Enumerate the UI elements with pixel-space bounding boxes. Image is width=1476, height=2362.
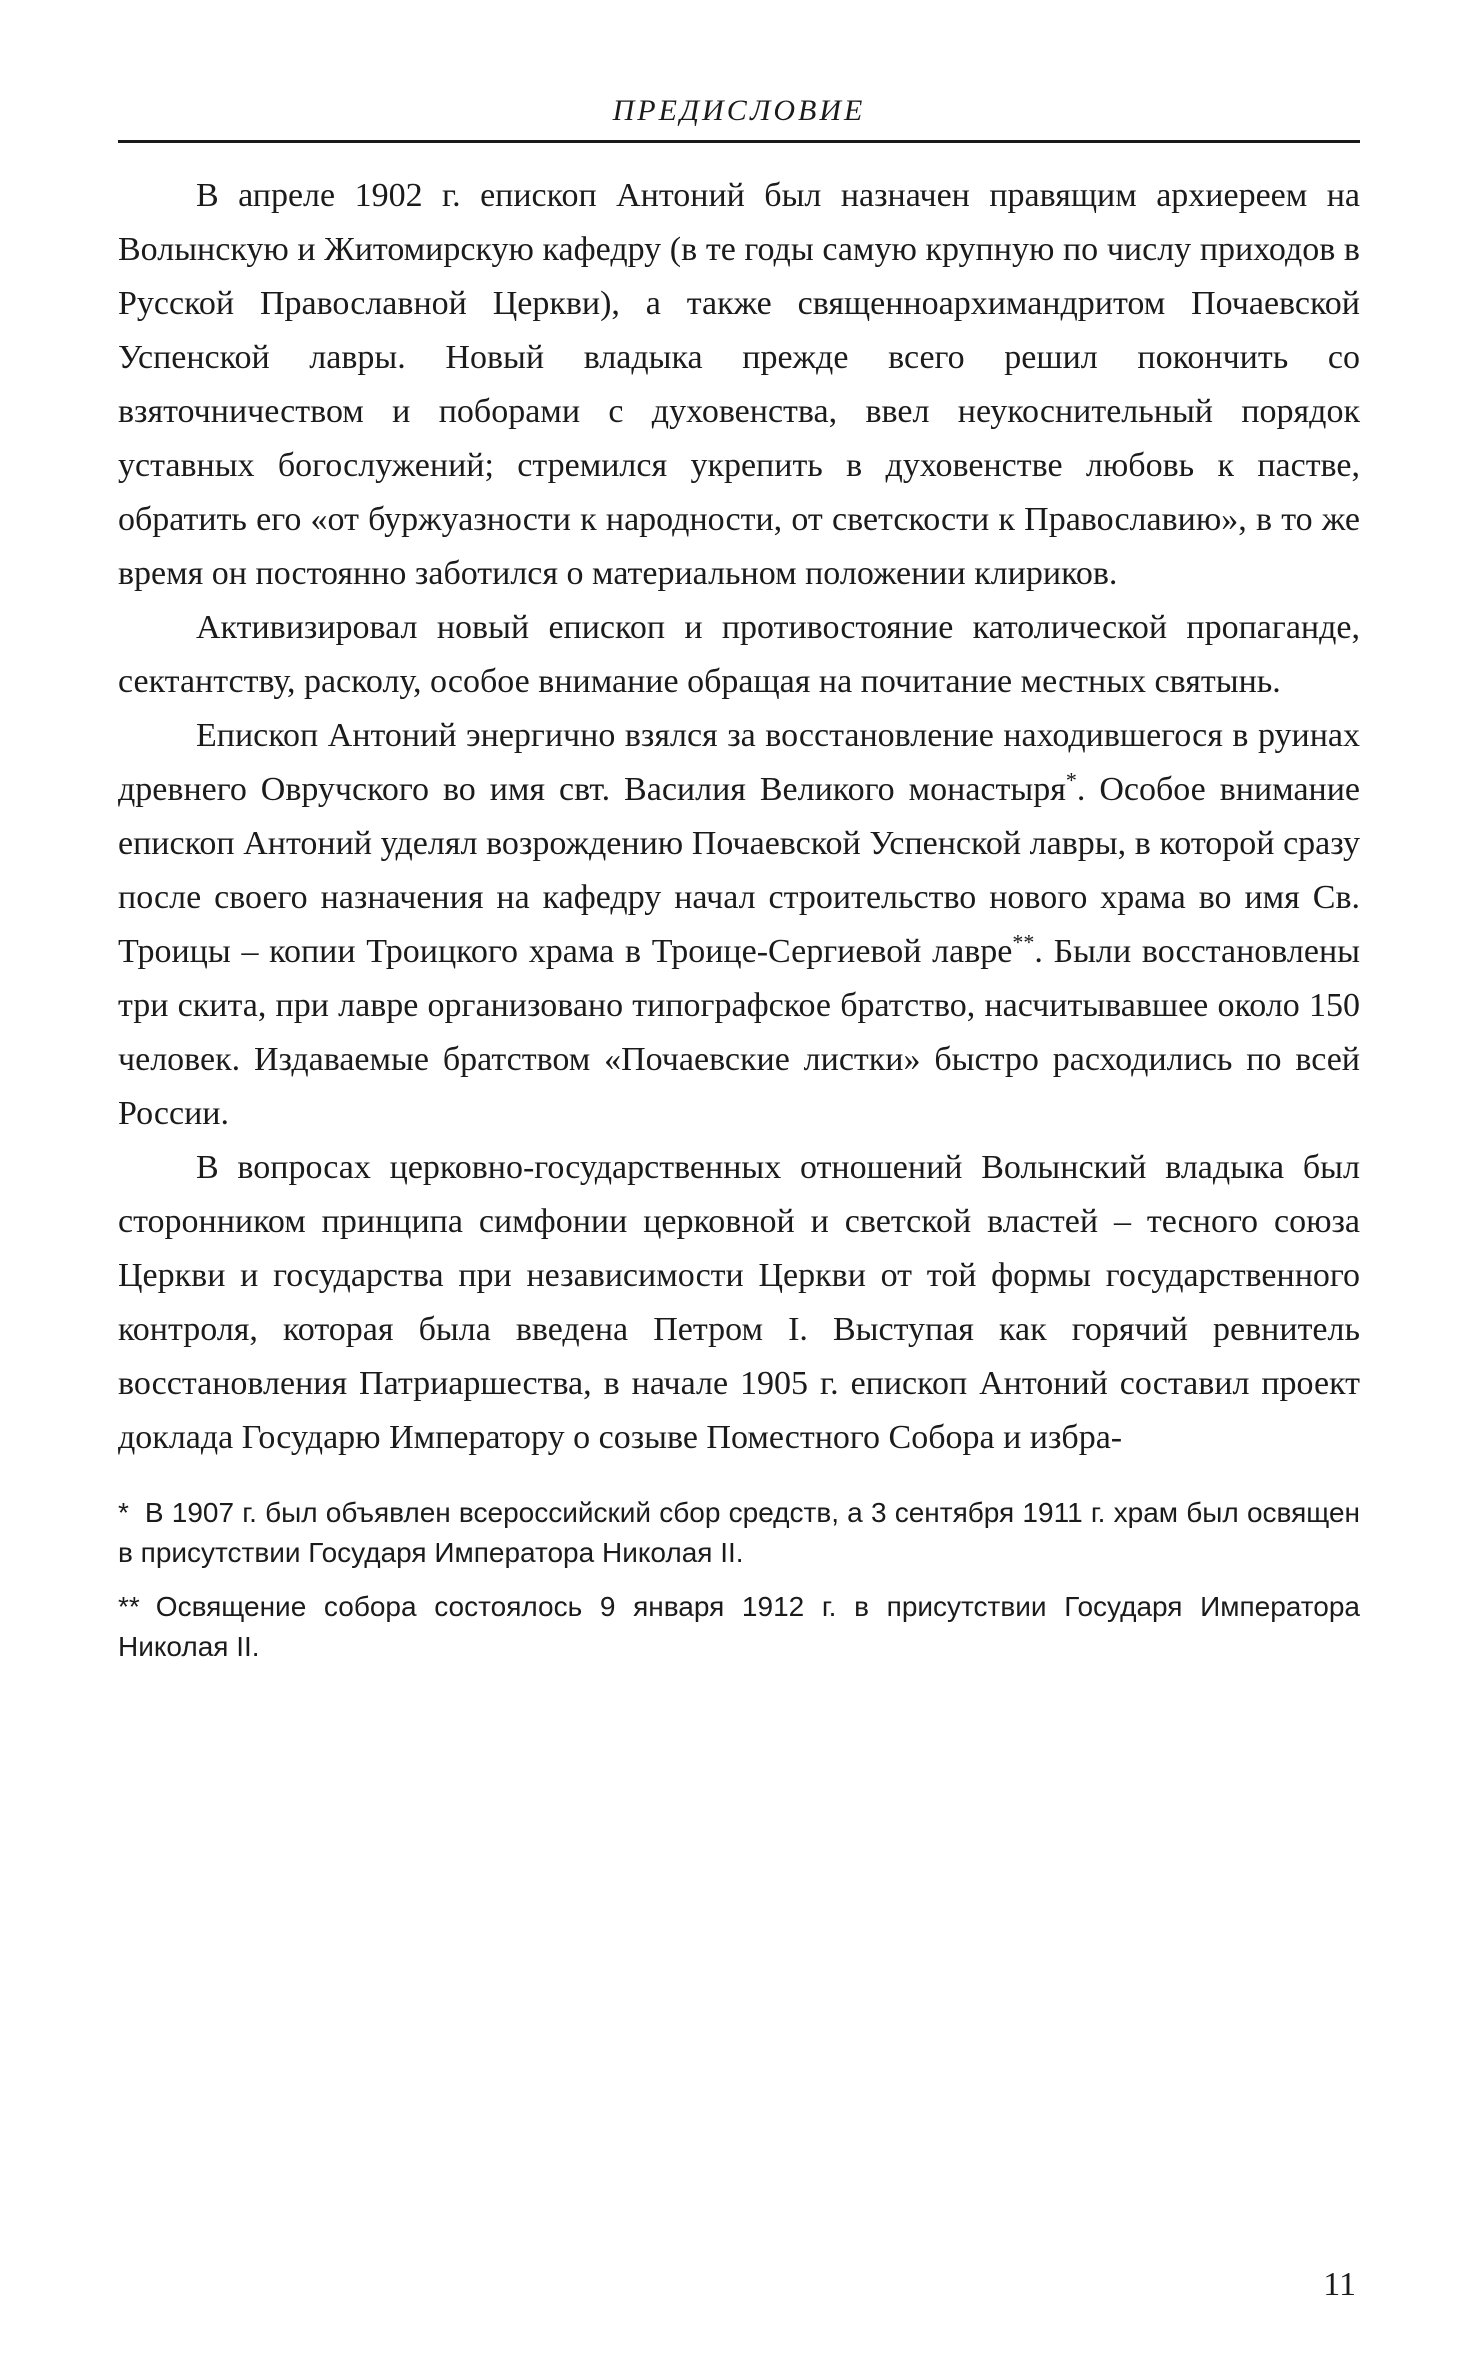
paragraph-3-text-b: . Особое внимание епископ Антоний уделял возрождению Почаевской Успенской лавры, в которой сразу после своего назначения на кафедру начал строительство нового храма во имя Св. Троицы – копии Троицкого храма в Троице-Сергиевой лавре — [118, 771, 1361, 970]
paragraph-3-text-c: . Были восстановлены три скита, при лавре организовано типографское братство, насчитывавшее около 150 человек. Издаваемые братством «Почаевские листки» быстро расходились по всей России. — [118, 933, 1360, 1132]
footnote-1-text: В 1907 г. был объявлен всероссийский сбор средств, а 3 сентября 1911 г. храм был освящен в присутствии Государя Императора Николая II. — [118, 1497, 1360, 1568]
footnote-2-marker: ** — [118, 1591, 140, 1622]
paragraph-4: В вопросах церковно-государственных отношений Волынский владыка был сторонником принципа симфонии церковной и светской властей – тесного союза Церкви и государства при независимости Церкви от той формы государственного контроля, которая была введена Петром I. Выступая как горячий ревнитель восстановления Патриаршества, в начале 1905 г. епископ Антоний составил проект доклада Государю Императору о созыве Поместного Собора и избра- — [118, 1149, 1360, 1456]
footnote-2 — [118, 1587, 1360, 1667]
footnote-1-marker: * — [118, 1497, 129, 1528]
paragraph-1: В апреле 1902 г. епископ Антоний был назначен правящим архиереем на Волынскую и Житомирскую кафедру (в те годы самую крупную по числу приходов в Русской Православной Церкви), а также священноархимандритом Почаевской Успенской лавры. Новый владыка прежде всего решил покончить со взяточничеством и поборами с духовенства, ввел неукоснительный порядок уставных богослужений; стремился укрепить в духовенстве любовь к пастве, обратить его «от буржуазности к народности, от светскости к Православию», в то же время он постоянно заботился о материальном положении клириков. — [118, 177, 1360, 592]
main-text — [118, 169, 1360, 1465]
footnote-ref-2: ** — [1012, 929, 1035, 955]
footnote-1 — [118, 1493, 1360, 1573]
running-head-title: ПРЕДИСЛОВИЕ — [612, 94, 866, 127]
footnotes-block — [118, 1493, 1360, 1667]
paragraph-3 — [118, 709, 1360, 1141]
footnote-ref-1: * — [1065, 767, 1077, 793]
page-header — [118, 94, 1360, 143]
footnote-2-text: Освящение собора состоялось 9 января 1912 г. в присутствии Государя Императора Николая II. — [118, 1591, 1360, 1662]
paragraph-2: Активизировал новый епископ и противостояние католической пропаганде, сектантству, расколу, особое внимание обращая на почитание местных святынь. — [118, 609, 1360, 700]
page-number: 11 — [1323, 2266, 1356, 2303]
paragraph-3-text-a: Епископ Антоний энергично взялся за восстановление находившегося в руинах древнего Овручского во имя свт. Василия Великого монастыря — [118, 717, 1360, 808]
